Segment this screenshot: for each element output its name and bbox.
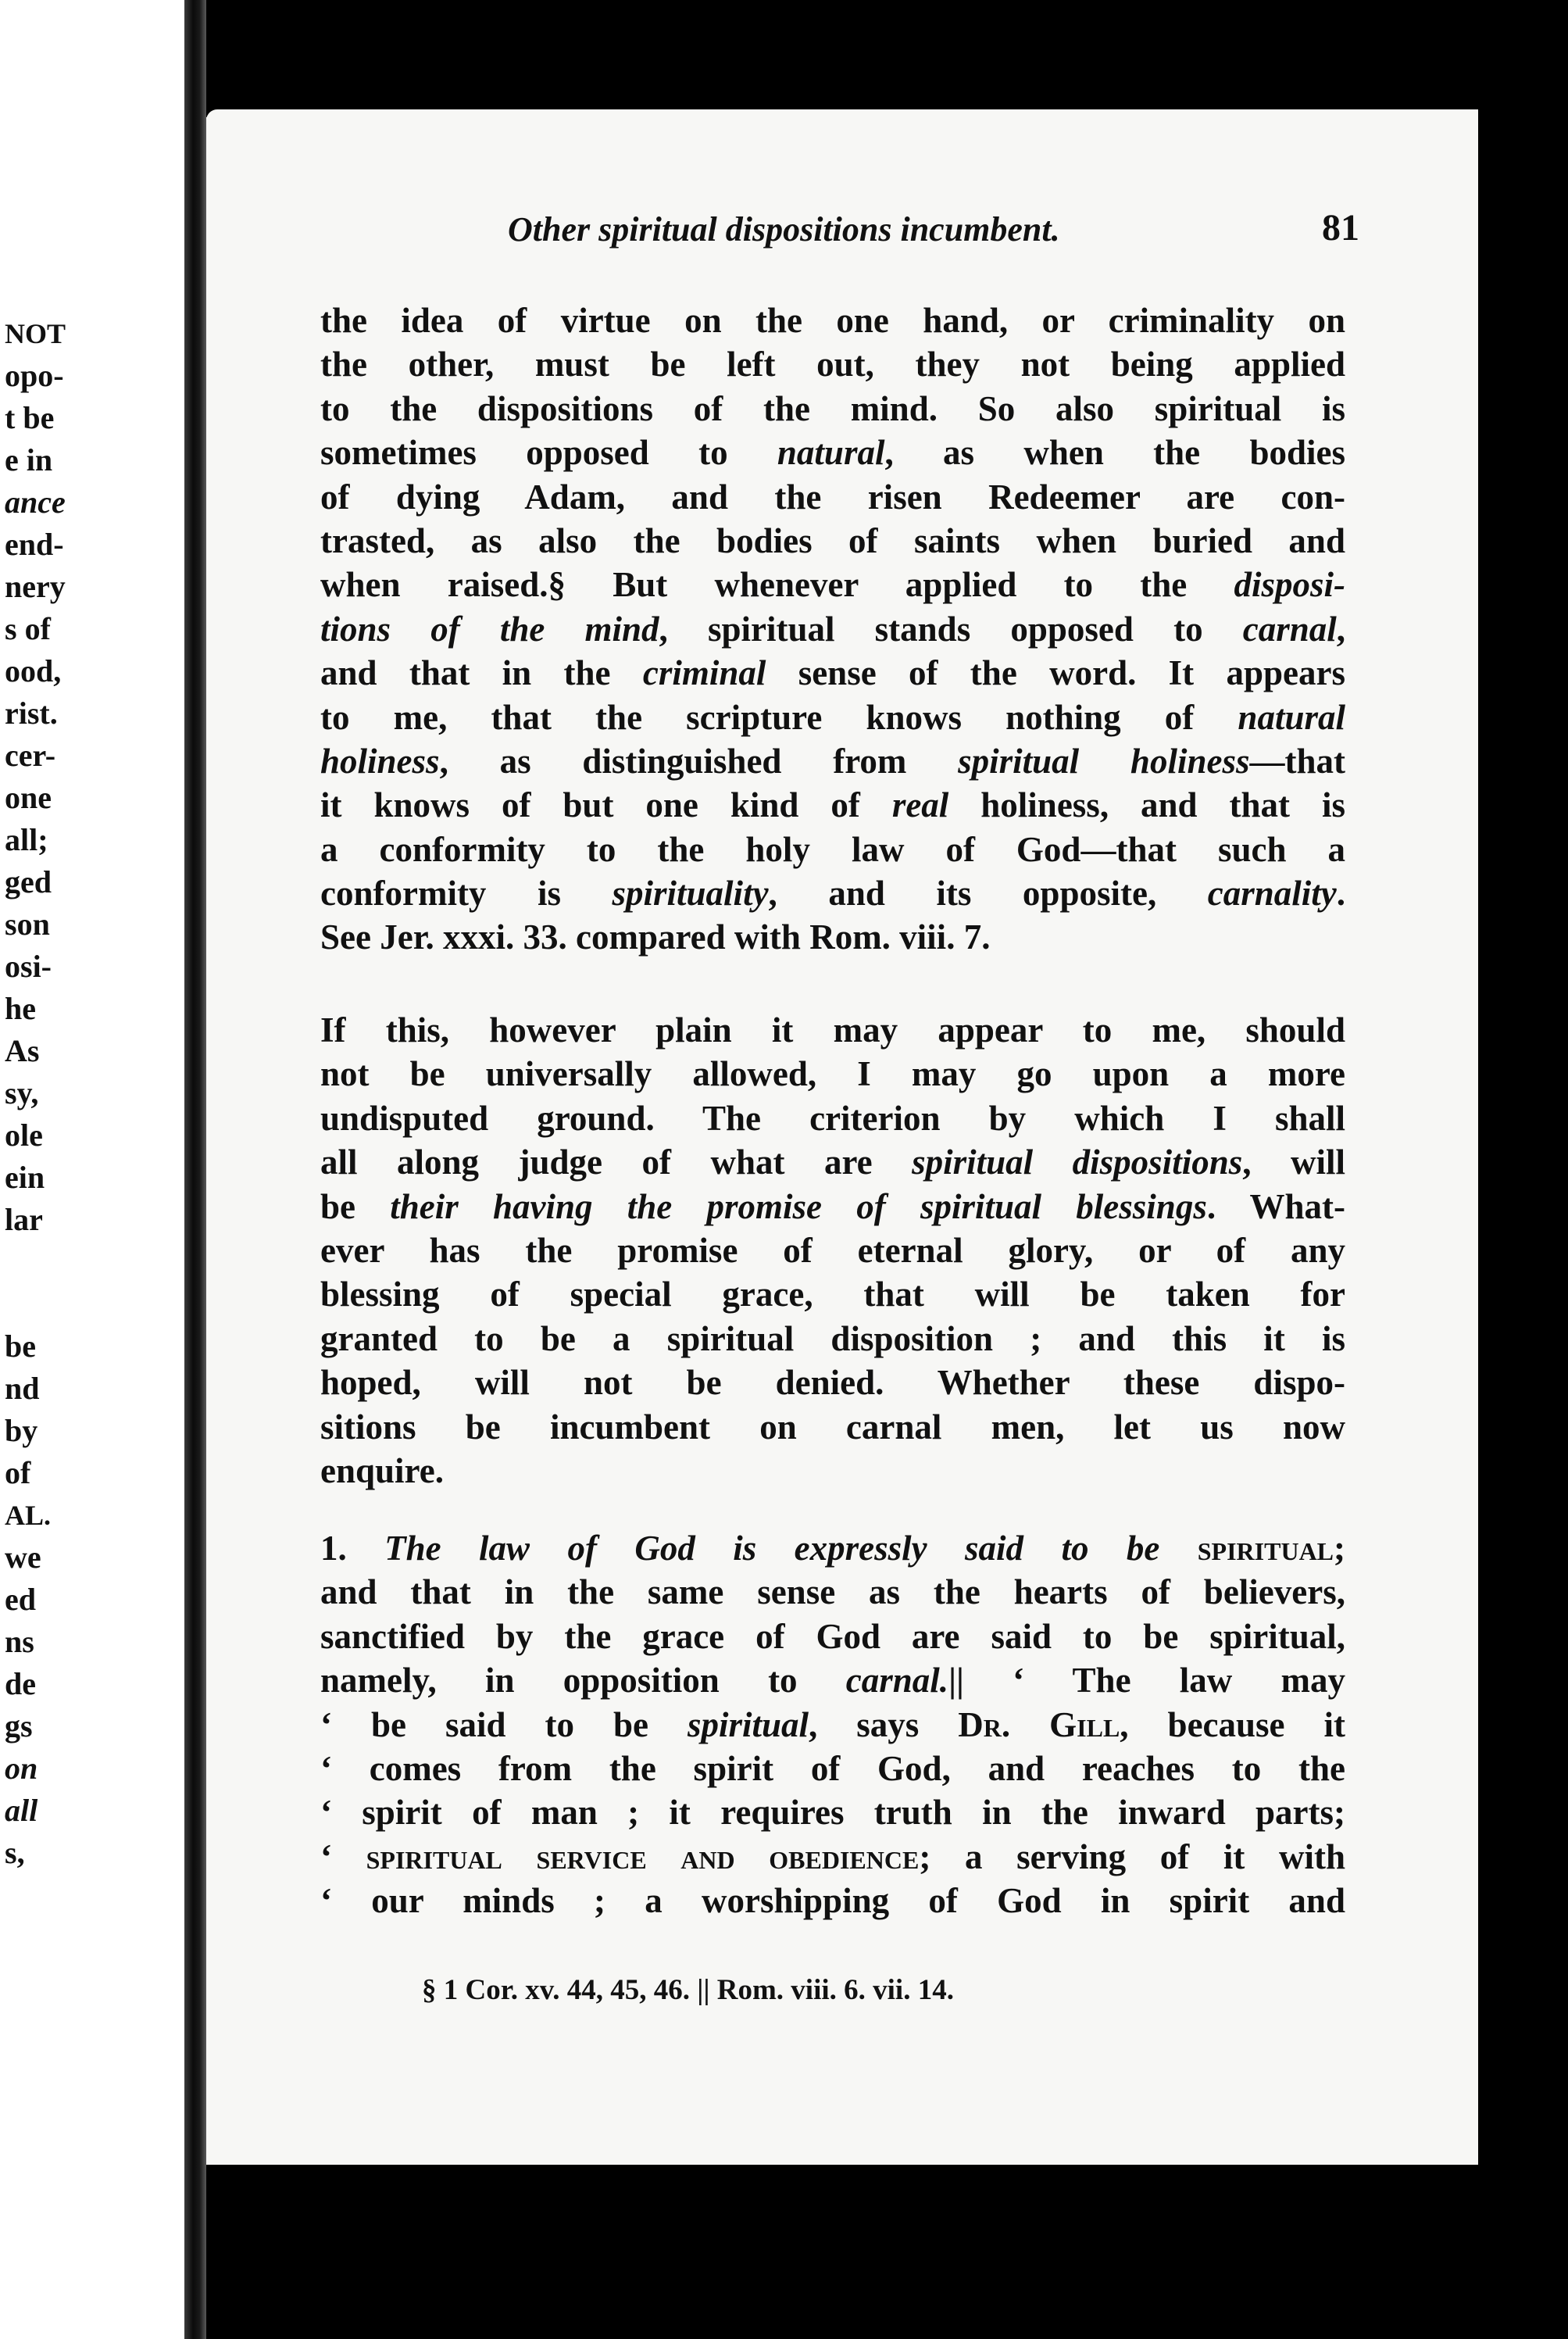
fragment: ed [5, 1582, 36, 1617]
fragment: de [5, 1666, 36, 1701]
text-line: sometimes opposed to natural, as when the bodies [320, 433, 1345, 473]
fragment: cer- [5, 738, 56, 773]
fragment: nd [5, 1371, 40, 1406]
fragment: lar [5, 1202, 43, 1237]
fragment: osi- [5, 949, 52, 984]
text-line: of dying Adam, and the risen Redeemer are con- [320, 477, 1345, 517]
text-line: If this, however plain it may appear to me, should [320, 1010, 1345, 1050]
fragment-gap [5, 1241, 184, 1325]
page-number: 81 [1322, 207, 1359, 249]
fragment: e in [5, 442, 53, 477]
text-line: enquire. [320, 1450, 444, 1490]
fragment: be [5, 1329, 36, 1364]
fragment: ged [5, 864, 52, 899]
paragraph-2 [320, 1008, 1345, 1493]
fragment: all; [5, 822, 48, 857]
text-line: namely, in opposition to carnal.|| ‘ The law may [320, 1661, 1345, 1701]
scan-border-right [1474, 0, 1568, 2339]
text-line: to the dispositions of the mind. So also spiritual is [320, 388, 1345, 428]
text-line: conformity is spirituality, and its opposite, carnality. [320, 874, 1345, 914]
scan-border-top [206, 0, 1474, 117]
book-spine [184, 0, 206, 2339]
text-line: be their having the promise of spiritual blessings. What- [320, 1186, 1346, 1226]
text-line: it knows of but one kind of real holiness, and that is [320, 785, 1345, 825]
text-line: and that in the same sense as the hearts of believers, [320, 1572, 1345, 1612]
text-line: 1. The law of God is expressly said to be spiritual; [320, 1529, 1346, 1568]
text-line: the idea of virtue on the one hand, or criminality on [320, 301, 1345, 340]
text-line: ‘ spirit of man ; it requires truth in the inward parts; [320, 1793, 1345, 1833]
fragment: ein [5, 1160, 45, 1195]
text-line: ever has the promise of eternal glory, or of any [320, 1230, 1345, 1270]
text-line: trasted, as also the bodies of saints when buried and [320, 520, 1345, 560]
fragment: ole [5, 1118, 43, 1153]
text-line: ‘ be said to be spiritual, says Dr. Gill, because it [320, 1704, 1346, 1744]
fragment: rist. [5, 696, 58, 731]
footnotes: § 1 Cor. xv. 44, 45, 46. || Rom. viii. 6. vii. 14. [422, 1974, 954, 2006]
fragment: NOT [5, 318, 66, 349]
fragment: end- [5, 527, 64, 562]
text-line: tions of the mind, spiritual stands opposed to carnal, [320, 609, 1345, 649]
fragment: As [5, 1033, 40, 1068]
text-line: a conformity to the holy law of God—that such a [320, 829, 1345, 869]
running-title: Other spiritual dispositions incumbent. [508, 210, 1060, 249]
facing-page-text [5, 313, 184, 1874]
fragment: son [5, 907, 50, 942]
fragment: he [5, 991, 36, 1026]
text-line: the other, must be left out, they not being applied [320, 345, 1345, 384]
scan-border-bottom [206, 2163, 1474, 2339]
fragment: gs [5, 1708, 33, 1744]
text-line: and that in the criminal sense of the word. It appears [320, 653, 1345, 693]
fragment: AL. [5, 1500, 52, 1531]
fragment: sy, [5, 1075, 39, 1110]
text-line: when raised.§ But whenever applied to the disposi- [320, 565, 1345, 605]
text-line: ‘ our minds ; a worshipping of God in spirit and [320, 1881, 1345, 1921]
text-line: undisputed ground. The criterion by which I shall [320, 1098, 1345, 1138]
text-line: sitions be incumbent on carnal men, let us now [320, 1407, 1345, 1447]
running-head [508, 209, 1359, 256]
fragment: ance [5, 485, 66, 520]
paragraph-3 [320, 1526, 1345, 1923]
text-line: not be universally allowed, I may go upon a more [320, 1054, 1345, 1094]
fragment: s, [5, 1835, 25, 1870]
text-line: holiness, as distinguished from spiritual holiness—that [320, 741, 1345, 781]
text-line: sanctified by the grace of God are said to be spiritual, [320, 1616, 1345, 1656]
fragment: ood, [5, 653, 62, 688]
fragment: on [5, 1751, 38, 1786]
text-line: hoped, will not be denied. Whether these dispo- [320, 1363, 1345, 1403]
text-line: See Jer. xxxi. 33. compared with Rom. viii. 7. [320, 917, 991, 957]
text-line: all along judge of what are spiritual dispositions, will [320, 1143, 1345, 1182]
fragment: by [5, 1413, 38, 1448]
text-line: blessing of special grace, that will be taken for [320, 1275, 1345, 1314]
fragment: s of [5, 611, 51, 646]
text-line: to me, that the scripture knows nothing of natural [320, 697, 1345, 737]
fragment: of [5, 1455, 31, 1490]
fragment: nery [5, 569, 66, 604]
text-line: ‘ spiritual service and obedience; a serving of it with [320, 1837, 1345, 1876]
text-line: ‘ comes from the spirit of God, and reaches to the [320, 1748, 1345, 1788]
fragment: one [5, 780, 52, 815]
fragment: opo- [5, 358, 64, 393]
fragment: all [5, 1793, 38, 1828]
fragment: we [5, 1540, 41, 1575]
fragment: t be [5, 400, 55, 435]
text-line: granted to be a spiritual disposition ; and this it is [320, 1318, 1345, 1358]
paragraph-1 [320, 299, 1345, 960]
fragment: ns [5, 1624, 34, 1659]
